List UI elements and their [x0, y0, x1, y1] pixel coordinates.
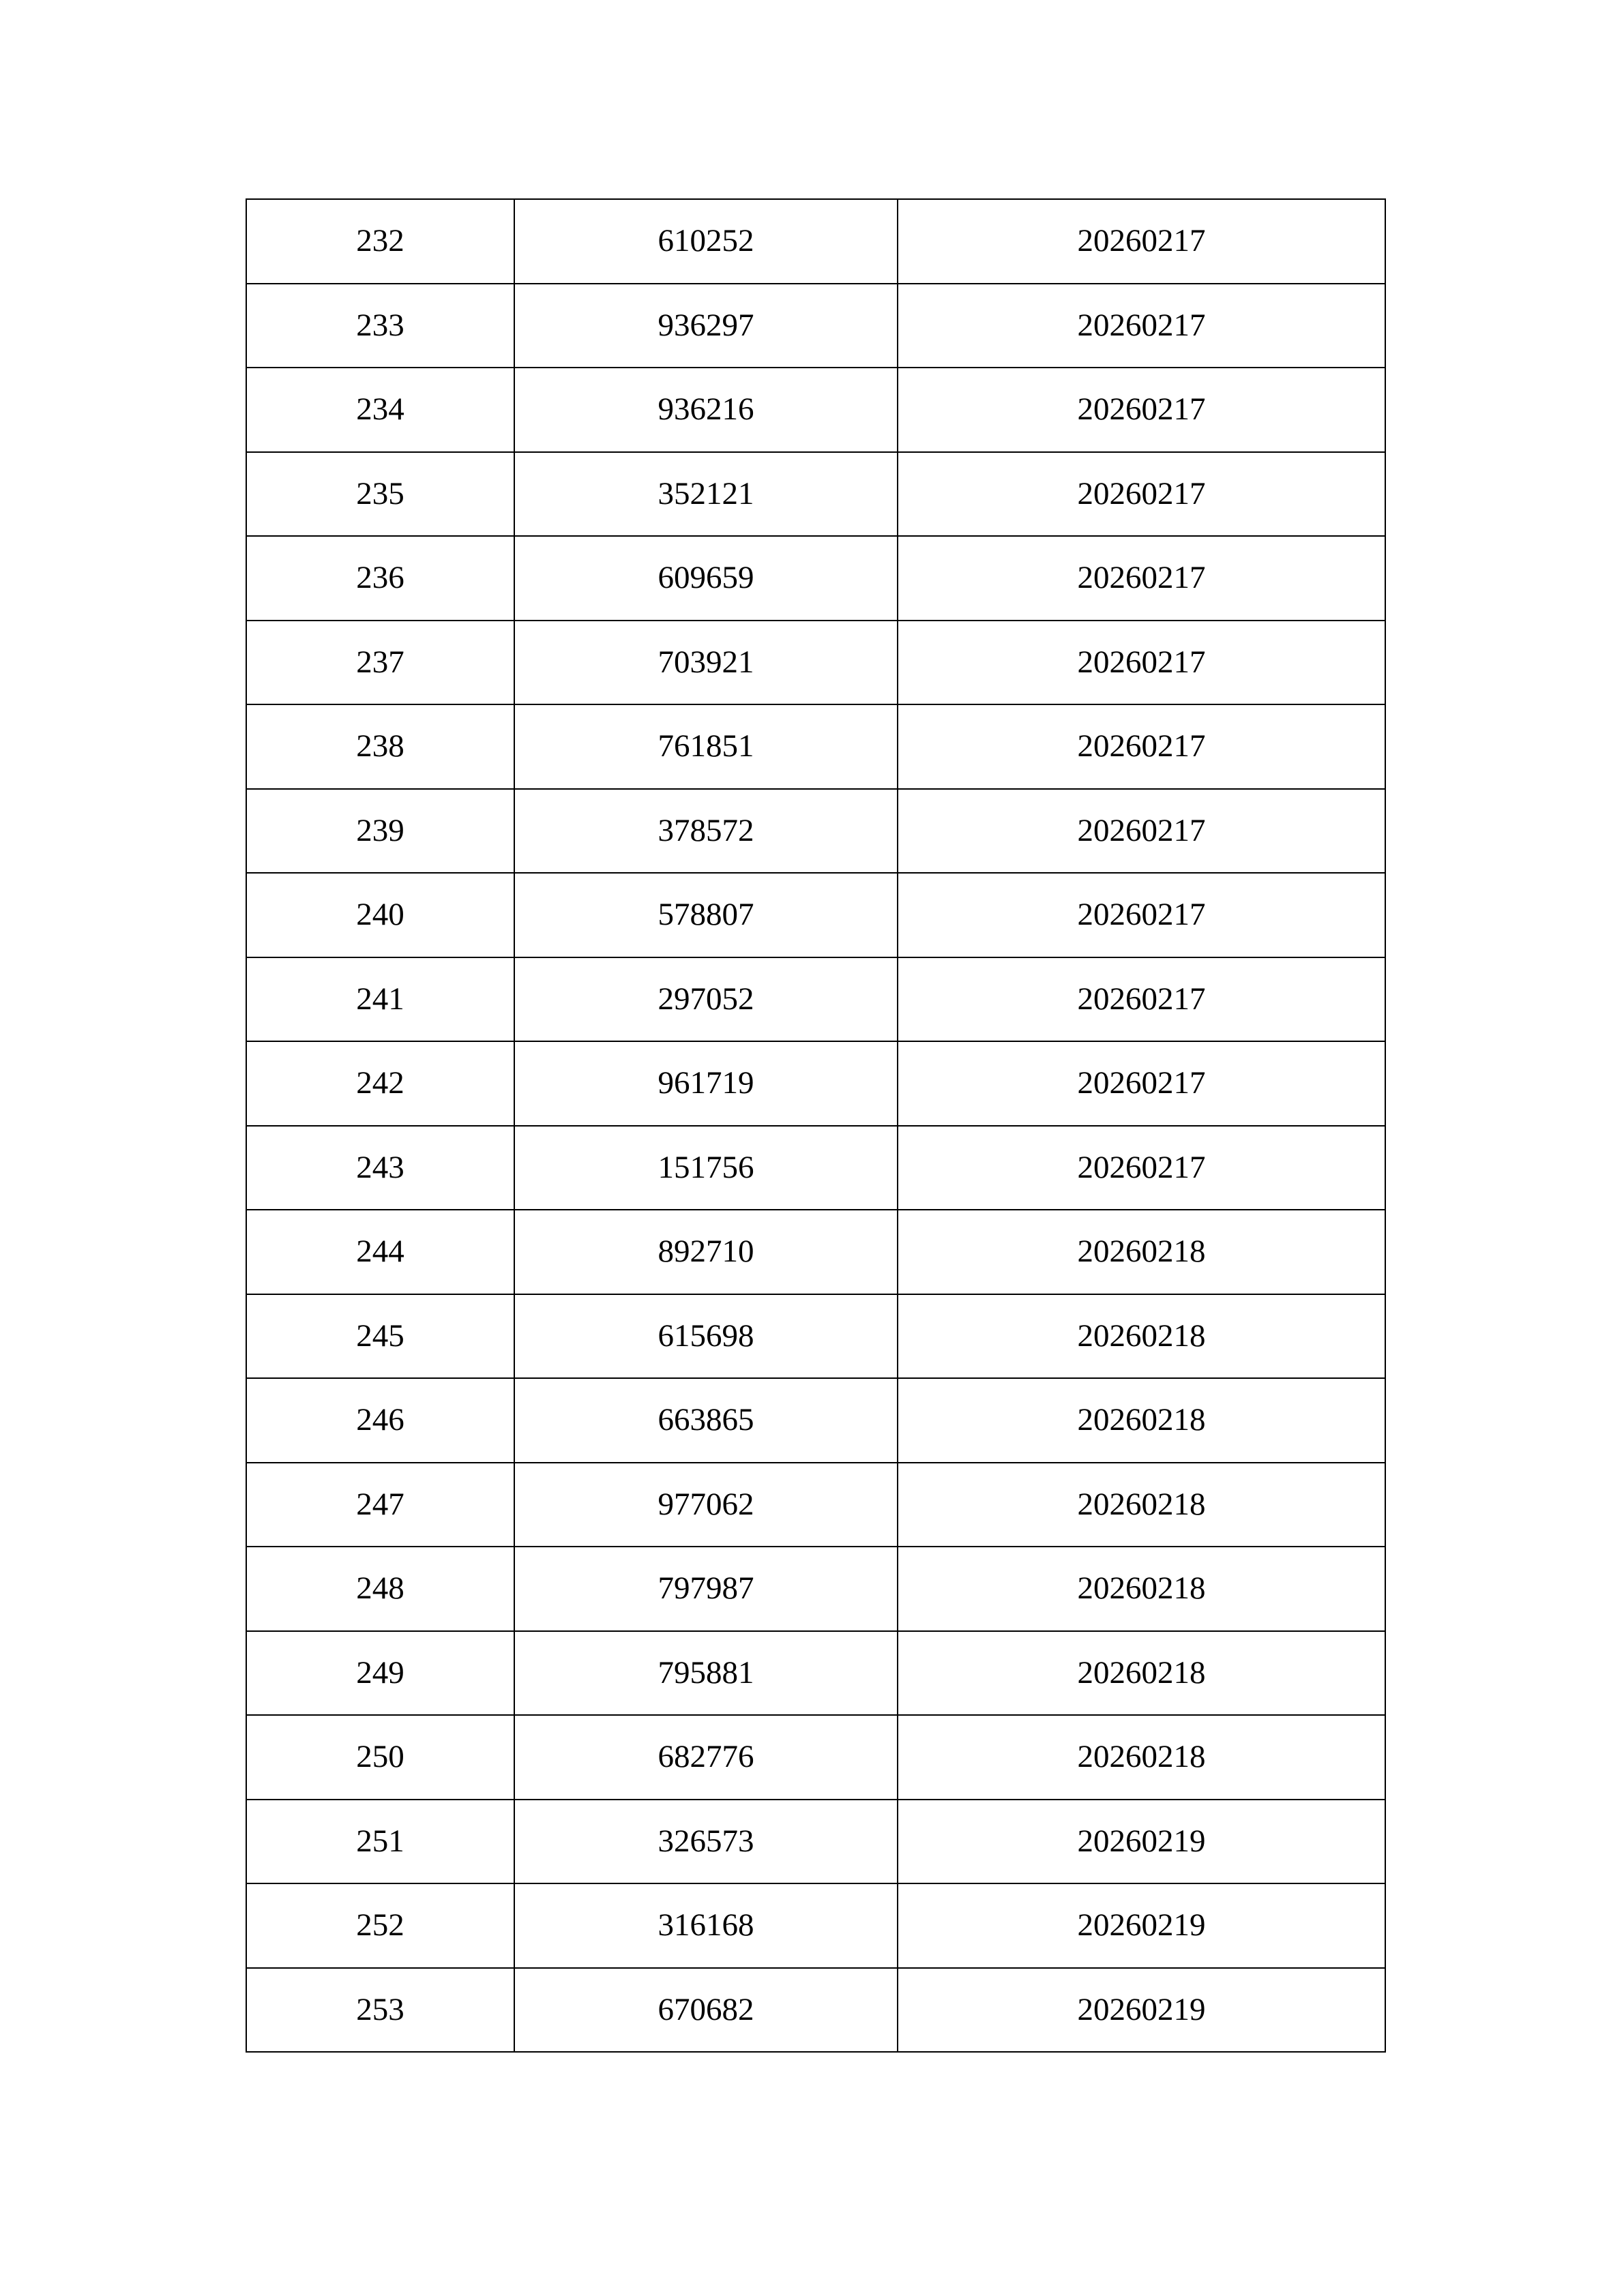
date-cell: 20260219	[898, 1883, 1385, 1968]
row-number-cell: 249	[246, 1631, 514, 1716]
code-cell: 892710	[514, 1210, 898, 1294]
row-number-cell: 244	[246, 1210, 514, 1294]
table-row	[246, 368, 1385, 452]
code-cell: 352121	[514, 452, 898, 537]
date-cell: 20260218	[898, 1294, 1385, 1379]
date-cell: 20260218	[898, 1715, 1385, 1800]
date-cell: 20260217	[898, 957, 1385, 1042]
date-cell: 20260219	[898, 1968, 1385, 2053]
code-cell: 316168	[514, 1883, 898, 1968]
date-cell: 20260218	[898, 1631, 1385, 1716]
date-cell: 20260217	[898, 1126, 1385, 1210]
row-number-cell: 240	[246, 873, 514, 957]
code-cell: 326573	[514, 1800, 898, 1884]
code-cell: 297052	[514, 957, 898, 1042]
table-row	[246, 957, 1385, 1042]
code-cell: 663865	[514, 1378, 898, 1463]
date-cell: 20260218	[898, 1210, 1385, 1294]
records-table-body	[246, 199, 1385, 2052]
table-row	[246, 1800, 1385, 1884]
table-row	[246, 1631, 1385, 1716]
date-cell: 20260217	[898, 199, 1385, 284]
row-number-cell: 239	[246, 789, 514, 874]
code-cell: 682776	[514, 1715, 898, 1800]
row-number-cell: 252	[246, 1883, 514, 1968]
date-cell: 20260218	[898, 1547, 1385, 1631]
row-number-cell: 235	[246, 452, 514, 537]
table-row	[246, 704, 1385, 789]
code-cell: 936297	[514, 284, 898, 368]
code-cell: 578807	[514, 873, 898, 957]
table-row	[246, 873, 1385, 957]
table-row	[246, 1463, 1385, 1547]
row-number-cell: 243	[246, 1126, 514, 1210]
row-number-cell: 237	[246, 621, 514, 705]
table-row	[246, 536, 1385, 621]
row-number-cell: 241	[246, 957, 514, 1042]
row-number-cell: 246	[246, 1378, 514, 1463]
table-row	[246, 1210, 1385, 1294]
code-cell: 670682	[514, 1968, 898, 2053]
date-cell: 20260217	[898, 704, 1385, 789]
code-cell: 609659	[514, 536, 898, 621]
code-cell: 378572	[514, 789, 898, 874]
table-row	[246, 284, 1385, 368]
date-cell: 20260217	[898, 1041, 1385, 1126]
table-row	[246, 1715, 1385, 1800]
date-cell: 20260217	[898, 873, 1385, 957]
table-row	[246, 789, 1385, 874]
table-row	[246, 1041, 1385, 1126]
code-cell: 615698	[514, 1294, 898, 1379]
code-cell: 703921	[514, 621, 898, 705]
table-row	[246, 199, 1385, 284]
row-number-cell: 247	[246, 1463, 514, 1547]
date-cell: 20260217	[898, 621, 1385, 705]
row-number-cell: 250	[246, 1715, 514, 1800]
row-number-cell: 238	[246, 704, 514, 789]
code-cell: 961719	[514, 1041, 898, 1126]
date-cell: 20260217	[898, 452, 1385, 537]
row-number-cell: 251	[246, 1800, 514, 1884]
date-cell: 20260217	[898, 536, 1385, 621]
row-number-cell: 232	[246, 199, 514, 284]
date-cell: 20260217	[898, 284, 1385, 368]
records-table	[246, 198, 1386, 2053]
date-cell: 20260219	[898, 1800, 1385, 1884]
table-row	[246, 452, 1385, 537]
code-cell: 795881	[514, 1631, 898, 1716]
row-number-cell: 233	[246, 284, 514, 368]
table-row	[246, 1968, 1385, 2053]
date-cell: 20260217	[898, 789, 1385, 874]
row-number-cell: 248	[246, 1547, 514, 1631]
table-row	[246, 1547, 1385, 1631]
code-cell: 610252	[514, 199, 898, 284]
table-row	[246, 1883, 1385, 1968]
table-row	[246, 1378, 1385, 1463]
table-row	[246, 1126, 1385, 1210]
code-cell: 797987	[514, 1547, 898, 1631]
date-cell: 20260218	[898, 1378, 1385, 1463]
row-number-cell: 242	[246, 1041, 514, 1126]
row-number-cell: 253	[246, 1968, 514, 2053]
code-cell: 761851	[514, 704, 898, 789]
table-row	[246, 621, 1385, 705]
date-cell: 20260217	[898, 368, 1385, 452]
code-cell: 151756	[514, 1126, 898, 1210]
row-number-cell: 234	[246, 368, 514, 452]
code-cell: 977062	[514, 1463, 898, 1547]
row-number-cell: 245	[246, 1294, 514, 1379]
table-row	[246, 1294, 1385, 1379]
row-number-cell: 236	[246, 536, 514, 621]
code-cell: 936216	[514, 368, 898, 452]
date-cell: 20260218	[898, 1463, 1385, 1547]
